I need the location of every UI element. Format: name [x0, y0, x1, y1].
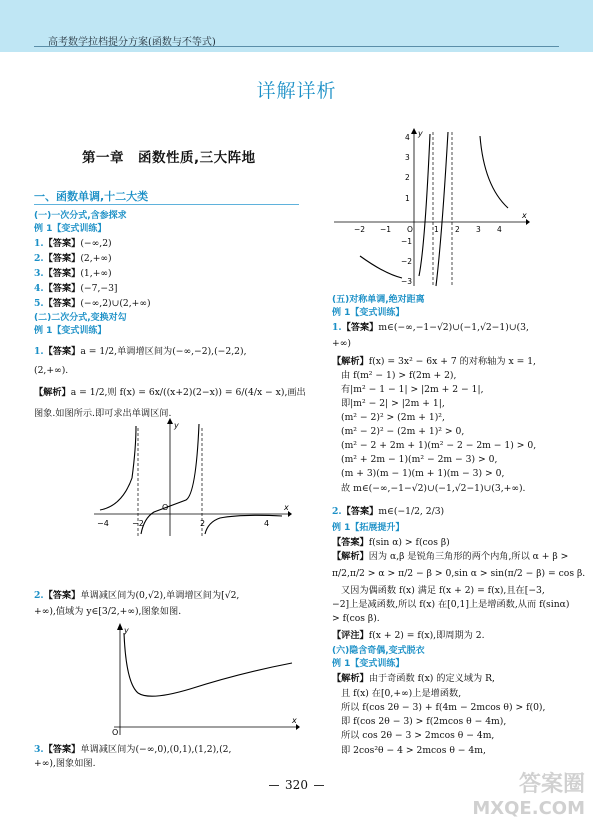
line-text: 例 1【变式训练】	[34, 224, 107, 234]
line-text: > f(cos β).	[332, 613, 380, 624]
text-line	[332, 658, 404, 670]
line-text: 又因为偶函数 f(x) 满足 f(x + 2) = f(x),且在[−3,	[341, 585, 545, 596]
line-text: (m + 3)(m − 1)(m + 1)(m − 3) > 0,	[341, 468, 505, 479]
text-line	[332, 630, 485, 642]
line-text: f(x + 2) = f(x),即周期为 2.	[368, 630, 485, 641]
text-line	[332, 307, 404, 319]
axis-label-x: x	[292, 716, 297, 725]
text-line	[341, 745, 486, 757]
text-line	[34, 223, 106, 235]
x-tick: −1	[380, 225, 392, 234]
watermark	[472, 773, 585, 821]
line-text: (二)二次分式,变换对勾	[34, 313, 127, 323]
axis-label-x: x	[522, 211, 527, 220]
line-text: 因为 α,β 是锐角三角形的两个内角,所以 α + β >	[368, 551, 569, 562]
answer-tag: 【答案】	[43, 283, 81, 294]
running-header: 高考数学拉档提分方案(函数与不等式)	[48, 37, 216, 48]
line-text: +∞)	[332, 338, 351, 349]
line-text: 即 2cos²θ − 4 > 2mcos θ − 4m,	[341, 745, 486, 756]
text-line	[332, 645, 425, 657]
line-text: 例 1【变式训练】	[34, 326, 107, 336]
answer-tag: 【答案】	[43, 268, 81, 279]
text-line	[34, 606, 181, 618]
x-tick: 1	[434, 225, 439, 234]
curve	[124, 633, 292, 696]
y-tick: −2	[401, 257, 413, 266]
y-tick: 1	[405, 194, 410, 203]
answer-tag: 【答案】	[43, 298, 81, 309]
line-text: (m² − 2 + 2m + 1)(m² − 2 − 2m − 1) > 0,	[341, 440, 537, 451]
axis-label-y: y	[418, 129, 423, 138]
line-text: (1,+∞)	[80, 268, 112, 279]
item-number: 1.	[34, 238, 44, 249]
text-line	[341, 483, 525, 495]
graph-1-rational-function	[92, 418, 292, 538]
x-tick: 2	[455, 225, 460, 234]
tick-label: −4	[97, 519, 109, 528]
line-text: (m² + 2m − 1)(m² − 2m − 3) > 0,	[341, 454, 498, 465]
page-number-dash	[314, 785, 324, 786]
text-line	[332, 506, 444, 518]
text-line	[341, 398, 445, 410]
line-text: (−∞,2)∪(2,+∞)	[80, 298, 151, 309]
answer-tag: 【解析】	[332, 551, 369, 562]
line-text: 所以 cos 2θ − 3 > 2mcos θ − 4m,	[341, 730, 495, 741]
y-tick: 3	[405, 153, 410, 162]
answer-tag: 【答案】	[332, 537, 369, 548]
answer-tag: 【答案】	[43, 346, 81, 357]
y-axis-arrow	[117, 623, 123, 630]
text-line	[34, 758, 96, 770]
text-line	[34, 283, 118, 295]
tick-label: O	[162, 503, 169, 512]
item-number: 5.	[34, 298, 44, 309]
tick-label: 4	[264, 519, 270, 528]
text-line	[34, 253, 112, 265]
answer-tag: 【答案】	[43, 253, 81, 264]
y-tick: 2	[405, 173, 410, 182]
curve-branch-1	[360, 256, 402, 278]
line-text: a = 1/2,则 f(x) = 6x/((x+2)(2−x)) = 6/(4/x − x),画出	[70, 387, 306, 398]
line-text: a = 1/2,单调增区间为(−∞,−2),(−2,2),	[80, 346, 247, 357]
tick-label: −2	[132, 519, 144, 528]
text-line	[341, 702, 545, 714]
y-tick: 4	[405, 133, 410, 142]
text-line	[34, 312, 127, 324]
text-line	[34, 365, 68, 377]
text-line	[341, 688, 461, 700]
text-line	[332, 613, 380, 625]
line-text: (−∞,2)	[80, 238, 112, 249]
axis-label-y: y	[174, 421, 179, 430]
page-number-text: 320	[285, 778, 308, 792]
line-text: 例 1【变式训练】	[332, 308, 405, 318]
axis-label-y: y	[124, 626, 129, 635]
line-text: f(sin α) > f(cos β)	[368, 537, 450, 548]
tick-label: 2	[200, 519, 206, 528]
section-title	[34, 188, 148, 204]
text-line	[332, 537, 450, 549]
text-line	[34, 387, 306, 399]
curve-branch-3	[436, 132, 448, 286]
text-line	[332, 551, 568, 563]
watermark-line-1: 答案圈	[518, 772, 585, 797]
text-line	[34, 346, 247, 358]
text-line	[34, 268, 112, 280]
text-line	[341, 468, 504, 480]
line-text: (2,+∞)	[80, 253, 112, 264]
item-number: 1.	[34, 346, 44, 357]
text-line	[332, 338, 351, 350]
section-title-text: 一、函数单调,十二大类	[34, 190, 149, 203]
line-text: 即 f(cos 2θ − 3) > f(2mcos θ − 4m),	[341, 716, 507, 727]
text-line	[341, 412, 445, 424]
line-text: (2,+∞).	[34, 365, 69, 376]
line-text: 例 1【变式训练】	[332, 659, 405, 669]
item-number: 2.	[34, 253, 44, 264]
text-line	[34, 298, 151, 310]
line-text: 所以 f(cos 2θ − 3) + f(4m − 2mcos θ) > f(0),	[341, 702, 546, 713]
text-line	[332, 673, 495, 685]
text-line	[332, 599, 569, 611]
curve-branch-4	[480, 136, 508, 208]
item-number: 1.	[332, 322, 342, 333]
page-number-dash	[269, 785, 279, 786]
page-header-band	[0, 0, 593, 52]
line-text: m∈(−1/2, 2/3)	[378, 506, 445, 517]
text-line	[341, 730, 494, 742]
answer-tag: 【解析】	[332, 356, 369, 367]
text-line	[34, 325, 106, 337]
text-line	[341, 426, 464, 438]
text-line	[332, 568, 585, 580]
section-rule	[34, 204, 299, 205]
curve-branch-3	[205, 515, 282, 534]
chapter-title: 第一章 函数性质,三大阵地	[82, 150, 256, 166]
y-tick: −1	[401, 237, 413, 246]
line-text: π/2,π/2 > α > π/2 − β > 0,sin α > sin(π/2 − β) = cos β.	[332, 568, 586, 579]
x-tick: 4	[497, 225, 502, 234]
line-text: 单调减区间为(0,√2),单调增区间为[√2,	[80, 590, 240, 601]
origin-label: O	[112, 728, 119, 737]
header-rule	[34, 46, 559, 47]
watermark-line-2: MXQE.COM	[472, 798, 585, 819]
x-tick: 3	[476, 225, 481, 234]
text-line	[332, 522, 404, 534]
answer-tag: 【评注】	[332, 630, 369, 641]
item-number: 4.	[34, 283, 44, 294]
line-text: 由于奇函数 f(x) 的定义域为 R,	[368, 673, 495, 684]
text-line	[341, 370, 456, 382]
y-axis-arrow	[411, 128, 417, 134]
text-line	[34, 210, 127, 222]
line-text: (m² − 2)² − (2m + 1)² > 0,	[341, 426, 465, 437]
answer-tag: 【答案】	[341, 322, 379, 333]
text-line	[332, 322, 529, 334]
text-line	[34, 744, 231, 756]
line-text: (−7,−3]	[80, 283, 118, 294]
line-text: 由 f(m² − 1) > f(2m + 2),	[341, 370, 457, 381]
answer-tag: 【解析】	[34, 387, 71, 398]
text-line	[341, 585, 545, 597]
graph-2-check-function	[100, 623, 300, 738]
curve-branch-2	[419, 134, 430, 276]
y-tick: −3	[401, 277, 413, 286]
line-text: (六)隐含奇偶,变式脱衣	[332, 646, 425, 656]
line-text: +∞),图象如图.	[34, 758, 96, 769]
x-tick: O	[407, 225, 413, 234]
line-text: 单调减区间为(−∞,0),(0,1),(1,2),(2,	[80, 744, 232, 755]
line-text: 图象.如图所示.即可求出单调区间.	[34, 408, 172, 419]
text-line	[341, 716, 506, 728]
line-text: f(x) = 3x² − 6x + 7 的对称轴为 x = 1,	[368, 356, 536, 367]
answer-tag: 【解析】	[332, 673, 369, 684]
text-line	[332, 294, 425, 306]
x-tick: −2	[354, 225, 366, 234]
answer-tag: 【答案】	[43, 590, 81, 601]
text-line	[341, 454, 497, 466]
line-text: 有|m² − 1 − 1| > |2m + 2 − 1|,	[341, 384, 484, 395]
graph-3-rational-function	[330, 126, 530, 288]
answer-tag: 【答案】	[341, 506, 379, 517]
item-number: 2.	[34, 590, 44, 601]
line-text: +∞),值域为 y∈[3/2,+∞),图象如图.	[34, 606, 182, 617]
item-number: 3.	[34, 744, 44, 755]
answer-tag: 【答案】	[43, 238, 81, 249]
text-line	[341, 384, 484, 396]
line-text: m∈(−∞,−1−√2)∪(−1,√2−1)∪(3,	[378, 322, 529, 333]
item-number: 2.	[332, 506, 342, 517]
line-text: 故 m∈(−∞,−1−√2)∪(−1,√2−1)∪(3,+∞).	[341, 483, 526, 494]
line-text: 即|m² − 2| > |2m + 1|,	[341, 398, 445, 409]
curve-branch-1	[100, 426, 136, 510]
line-text: (一)一次分式,含参探求	[34, 211, 127, 221]
line-text: −2]上是减函数,所以 f(x) 在[0,1]上是增函数,从而 f(sinα)	[332, 599, 570, 610]
text-line	[341, 440, 536, 452]
line-text: 例 1【拓展提升】	[332, 523, 405, 533]
line-text: (五)对称单调,绝对距离	[332, 295, 425, 305]
text-line	[34, 590, 239, 602]
line-text: 且 f(x) 在[0,+∞)上是增函数,	[341, 688, 462, 699]
axis-label-x: x	[284, 503, 289, 512]
text-line	[332, 356, 536, 368]
answer-tag: 【答案】	[43, 744, 81, 755]
text-line	[34, 238, 112, 250]
y-axis-arrow	[167, 418, 173, 424]
item-number: 3.	[34, 268, 44, 279]
line-text: (m² − 2)² > (2m + 1)²,	[341, 412, 445, 423]
page-title: 详解详析	[256, 80, 337, 102]
